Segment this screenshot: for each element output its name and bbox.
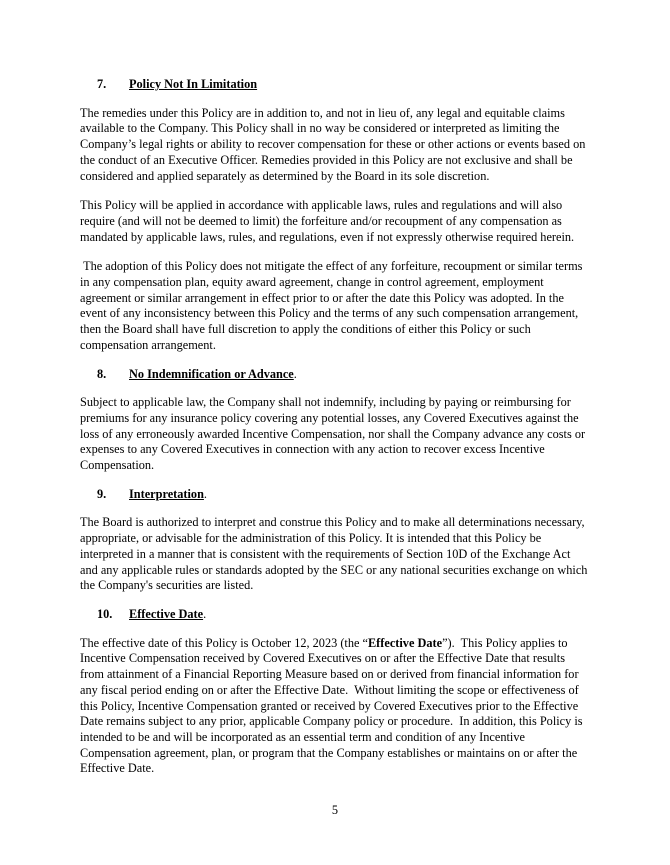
section-8-heading: [80, 367, 590, 383]
section-10-number: 10.: [97, 606, 113, 621]
section-9-heading: [80, 487, 590, 503]
section-7-title: Policy Not In Limitation: [129, 77, 258, 91]
section-8-title-period: .: [293, 366, 297, 381]
section-7-heading: [80, 77, 590, 93]
section-10-title-period: .: [203, 606, 207, 621]
section-9-title: Interpretation: [129, 486, 204, 501]
section-9-number: 9.: [97, 486, 107, 501]
section-10-text-rest: ”). This Policy applies to Incentive Compensation received by Covered Executives on or after the Effective Date that results from attainment of a Financial Reporting Measure based on or derived from financial information for any fiscal period ending on or after the Effective Date. Without limiting the scope or effectiveness of this Policy, Incentive Compensation granted or received by Covered Executives prior to the Effective Date remains subject to any prior, applicable Company policy or procedure. In addition, this Policy is intended to be and will be incorporated as an essential term and condition of any Incentive Compensation agreement, plan, or program that the Company establishes or maintains on or after the Effective Date.: [80, 635, 586, 776]
document-page: [80, 77, 590, 791]
section-7-paragraph-3: The adoption of this Policy does not mitigate the effect of any forfeiture, recoupment or similar terms in any compensation plan, equity award agreement, change in control agreement, employment agreement or similar arrangement in effect prior to or after the date this Policy was adopted. In the event of any inconsistency between this Policy and the terms of any such compensation arrangement, then the Board shall have full discretion to apply the conditions of either this Policy or such compensation arrangement.: [80, 259, 586, 352]
effective-date-term: Effective Date: [367, 635, 443, 650]
section-9-paragraph-1: The Board is authorized to interpret and construe this Policy and to make all determinations necessary, appropriate, or advisable for the administration of this Policy. It is intended that this Policy be interpreted in a manner that is consistent with the requirements of Section 10D of the Exchange Act and any applicable rules or standards adopted by the SEC or any national securities exchange on which the Company's securities are listed.: [80, 515, 588, 593]
section-10-paragraph-1: [80, 636, 590, 777]
section-10-title: Effective Date: [129, 606, 204, 621]
section-10-text-start: The effective date of this Policy is October 12, 2023 (the “: [80, 635, 368, 650]
section-7-paragraph-1: The remedies under this Policy are in addition to, and not in lieu of, any legal and equitable claims available to the Company. This Policy shall in no way be considered or interpreted as limiting the Company’s legal rights or ability to recover compensation for these or other actions or events based on the conduct of an Executive Officer. Remedies provided in this Policy are not exclusive and shall be considered and applied separately as determined by the Board in its sole discretion.: [80, 105, 586, 183]
section-8-title: No Indemnification or Advance: [129, 366, 294, 381]
section-7-number: 7.: [97, 77, 107, 91]
section-7-paragraph-2: This Policy will be applied in accordance with applicable laws, rules and regulations and will also require (and will not be deemed to limit) the forfeiture and/or recoupment of any compensation as mandated by applicable laws, rules, and regulations, even if not expressly otherwise required herein.: [80, 198, 575, 244]
section-8-number: 8.: [97, 366, 107, 381]
section-10-heading: [80, 607, 590, 623]
page-number: 5: [331, 803, 339, 817]
section-9-title-period: .: [203, 486, 207, 501]
section-8-paragraph-1: Subject to applicable law, the Company shall not indemnify, including by paying or reimbursing for premiums for any insurance policy covering any potential losses, any Covered Executives against the loss of any erroneously awarded Incentive Compensation, nor shall the Company advance any costs or expenses to any Covered Executives in connection with any action to recover excess Incentive Compensation.: [80, 395, 586, 473]
